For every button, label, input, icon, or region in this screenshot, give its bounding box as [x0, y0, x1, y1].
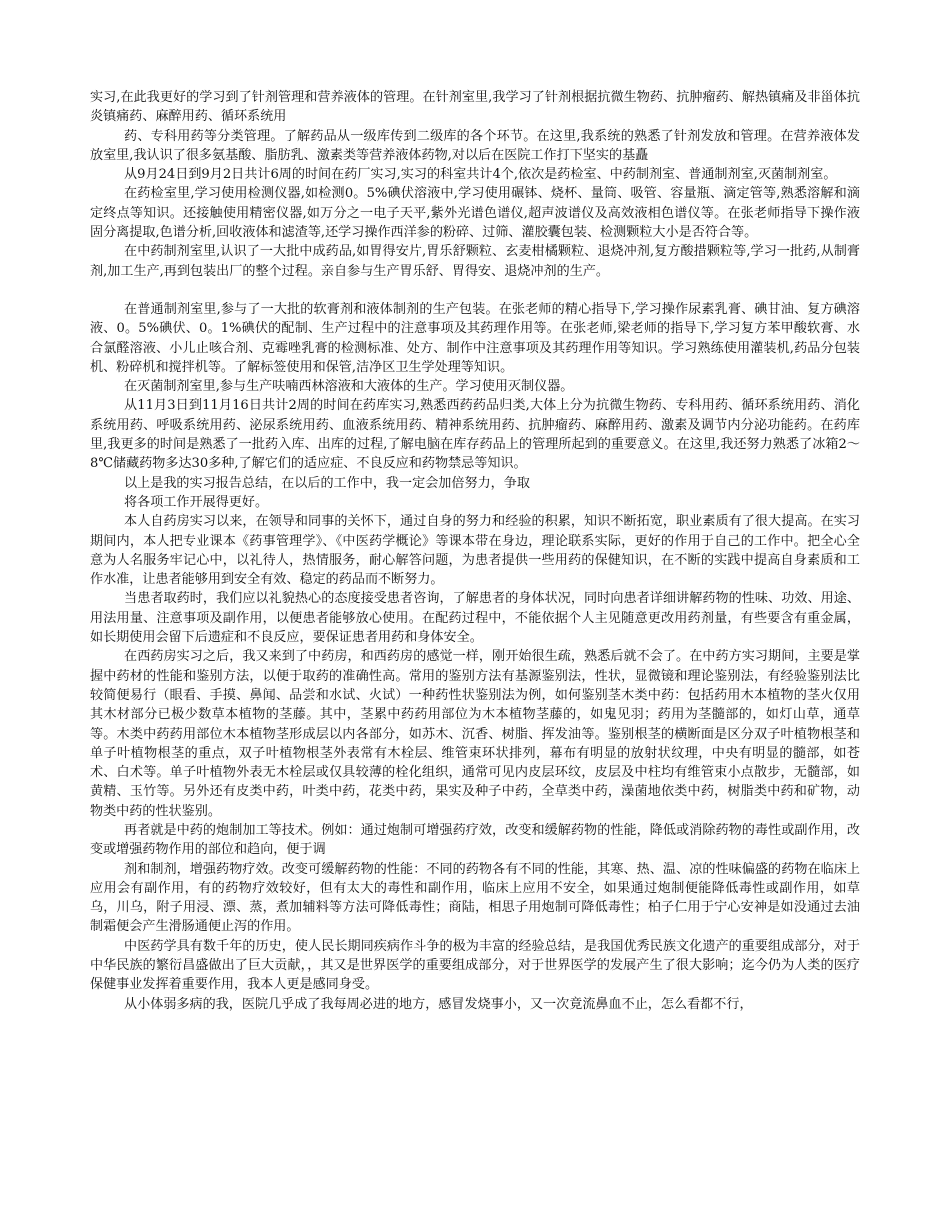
paragraph-drug-inspection-room: 在药检室里,学习使用检测仪器,如检测0。5%碘伏溶液中,学习使用碾钵、烧杯、量筒、吸管、容量瓶、滴定管等,熟悉溶解和滴定终点等知识。还接触使用精密仪器,如万分之一电子天平,紫外光谱色谱仪,超声波谱仪及高效液相色谱仪等。在张老师指导下操作液固分离提取,色谱分析,回收液体和滤渣等,还学习操作西洋参的粉碎、过筛、灌胶囊包装、检测颗粒大小是否符合等。: [90, 186, 860, 241]
paragraph-summary-line-1: 以上是我的实习报告总结，在以后的工作中，我一定会加倍努力，争取: [124, 475, 530, 491]
paragraph-summary-line-2: 将各项工作开展得更好。: [124, 494, 269, 510]
paragraph-processing-continued: 剂和制剂，增强药物疗效。改变可缓解药物的性能：不同的药物各有不同的性能，其寒、热、温、凉的性味偏盛的药物在临床上应用会有副作用，有的药物疗效较好，但有太大的毒性和副作用，临床上应用不安全，如果通过炮制便能降低毒性或副作用，如草乌，川乌，附子用浸、漂、蒸，煮加辅料等方法可降低毒性；商陆，相思子用炮制可降低毒性；柏子仁用于宁心安神是如没通过去油制霜便会产生滑肠通便止泻的作用。: [90, 861, 860, 935]
paragraph-pharmaceutical-factory-internship: 从9月24日到9月2日共计6周的时间在药厂实习,实习的科室共计4个,依次是药检室、中药制剂室、普通制剂室,灭菌制剂室。: [124, 167, 837, 183]
paragraph-continued-from-previous-page: 实习,在此我更好的学习到了针剂管理和营养液体的管理。在针剂室里,我学习了针剂根据抗微生物药、抗肿瘤药、解热镇痛及非甾体抗炎镇痛药、麻醉用药、循环系统用: [90, 90, 860, 125]
paragraph-general-preparation-room: 在普通制剂室里,参与了一大批的软膏剂和液体制剂的生产包装。在张老师的精心指导下,学习操作尿素乳膏、碘甘油、复方碘溶液、0。5%碘伏、0。1%碘伏的配制、生产过程中的注意事项及其药理作用等。在张老师,梁老师的指导下,学习复方苯甲酸软膏、水合氯醛溶液、小儿止咳合剂、克霉唑乳膏的检测标准、处方、制作中注意事项及其药理作用等知识。学习熟练使用灌装机,药品分包装机、粉碎机和搅拌机等。了解标签使用和保管,洁净区卫生学处理等知识。: [90, 301, 860, 375]
paragraph-drug-warehouse-internship: 从11月3日到11月16日共计2周的时间在药库实习,熟悉西药药品归类,大体上分为抗微生物药、专科用药、循环系统用药、消化系统用药、呼吸系统用药、泌尿系统用药、血液系统用药、精神系统用药、抗肿瘤药、麻醉用药、激素及调节内分泌功能药。在药库里,我更多的时间是熟悉了一批药入库、出库的过程,了解电脑在库存药品上的管理所起到的重要意义。在这里,我还努力熟悉了冰箱2～8℃储藏药物多达30多种,了解它们的适应症、不良反应和药物禁忌等知识。: [90, 398, 860, 472]
paragraph-sterile-preparation-room: 在灭菌制剂室里,参与生产呋喃西林溶液和大液体的生产。学习使用灭制仪器。: [124, 379, 574, 395]
paragraph-pharmacy-internship: 本人自药房实习以来，在领导和同事的关怀下，通过自身的努力和经验的积累，知识不断拓宽，职业素质有了很大提高。在实习期间内，本人把专业课本《药事管理学》、《中医药学概论》等课本带在身边，理论联系实际，更好的作用于自己的工作中。把全心全意为人名服务牢记心中，以礼待人，热情服务，耐心解答问题，为患者提供一些用药的保健知识，在不断的实践中提高自身素质和工作水准，让患者能够用到安全有效、稳定的药品而不断努力。: [90, 514, 860, 588]
paragraph-patient-consultation: 当患者取药时，我们应以礼貌热心的态度接受患者咨询，了解患者的身体状况，同时向患者详细讲解药物的性味、功效、用途、用法用量、注意事项及副作用，以便患者能够放心使用。在配药过程中，不能依据个人主见随意更改用药剂量，有些要含有重金属，如长期使用会留下后遗症和不良反应，要保证患者用药和身体安全。: [90, 591, 860, 646]
paragraph-injection-management: 药、专科用药等分类管理。了解药品从一级库传到二级库的各个环节。在这里,我系统的熟悉了针剂发放和管理。在营养液体发放室里,我认识了很多氨基酸、脂肪乳、激素类等营养液体药物,对以后在医院工作打下坚实的基矗: [90, 128, 860, 163]
paragraph-tcm-history: 中医药学具有数千年的历史，使人民长期同疾病作斗争的极为丰富的经验总结，是我国优秀民族文化遗产的重要组成部分，对于中华民族的繁衍昌盛做出了巨大贡献，，其又是世界医学的重要组成部分，对于世界医学的发展产生了很大影响；迄今仍为人类的医疗保健事业发挥着重要作用，我本人更是感同身受。: [90, 938, 860, 993]
paragraph-processing-techniques: 再者就是中药的炮制加工等技术。例如：通过炮制可增强药疗效，改变和缓解药物的性能，降低或消除药物的毒性或副作用，改变或增强药物作用的部位和趋向，便于调: [90, 822, 860, 858]
paragraph-personal-experience: 从小体弱多病的我，医院几乎成了我每周必进的地方，感冒发烧事小，又一次竟流鼻血不止，怎么看都不行，: [124, 996, 753, 1012]
document-body: [90, 88, 860, 1014]
paragraph-chinese-medicine-preparation-room: 在中药制剂室里,认识了一大批中成药品,如胃得安片,胃乐舒颗粒、玄麦柑橘颗粒、退烧冲剂,复方酸措颗粒等,学习一批药,从制膏剂,加工生产,再到包装出厂的整个过程。亲自参与生产胃乐舒、胃得安、退烧冲剂的生产。: [90, 244, 860, 279]
paragraph-chinese-pharmacy-identification: 在西药房实习之后，我又来到了中药房，和西药房的感觉一样，刚开始很生疏，熟悉后就不会了。在中药方实习期间，主要是掌握中药材的性能和鉴别方法，以便于取药的准确性高。常用的鉴别方法有基源鉴别法，性状，显微镜和理论鉴别法，有经验鉴别法比较简便易行（眼看、手摸、鼻闻、品尝和水试、火试）一种药性状鉴别法为例，如何鉴别茎木类中药：包括药用木本植物的茎火仅用其木材部分已极少数草本植物的茎藤。其中，茎累中药药用部位为木本植物茎藤的，如鬼见羽；药用为茎髓部的，如灯山草，通草等。木类中药药用部位木本植物茎形成层以内各部分，如苏木、沉香、树脂、挥发油等。鉴别根茎的横断面是区分双子叶植物根茎和单子叶植物根茎的重点，双子叶植物根茎外表常有木栓层、维管束环状排列，幕布有明显的放射状纹理，中央有明显的髓部，如苍术、白术等。单子叶植物外表无木栓层或仅具较薄的栓化组织，通常可见内皮层环纹，皮层及中柱均有维管束小点散步，无髓部，如黄精、玉竹等。另外还有皮类中药，叶类中药，花类中药，果实及种子中药，全草类中药，澡菌地依类中药，树脂类中药和矿物，动物类中药的性状鉴别。: [90, 649, 860, 819]
